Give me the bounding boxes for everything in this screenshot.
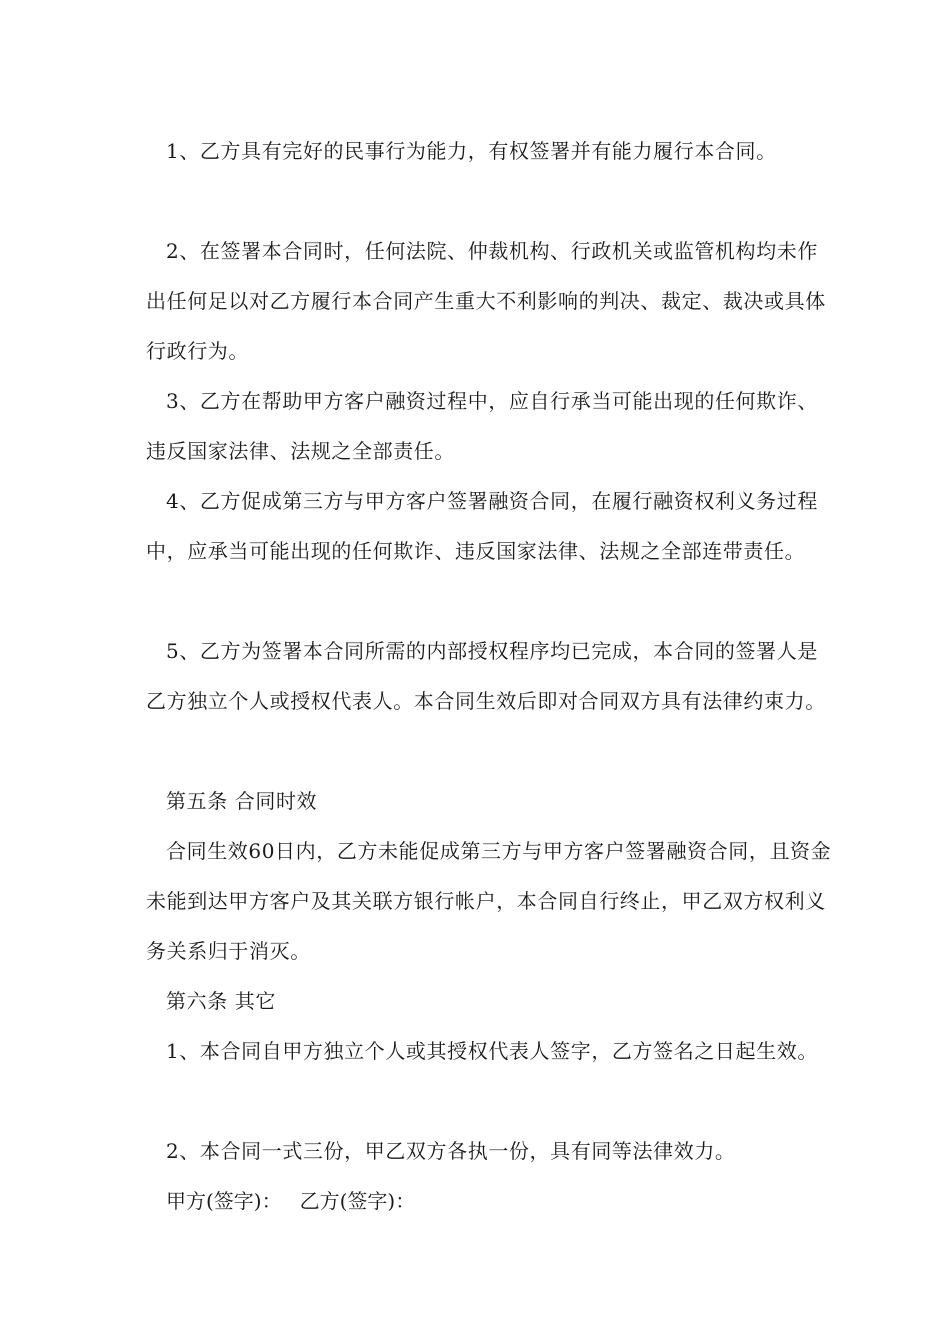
party-b-signature-label: 乙方(签字)： — [299, 1189, 416, 1213]
clause-5-heading: 第五条 合同时效 — [166, 789, 318, 813]
clause-6-item-2: 2、本合同一式三份，甲乙双方各执一份，具有同等法律效力。 — [166, 1139, 736, 1163]
clause-4-item-2: 2、在签署本合同时，任何法院、仲裁机构、行政机关或监管机构均未作出任何足以对乙方履行本合同产生重大不利影响的判决、裁定、裁决或具体行政行为。 — [146, 239, 826, 363]
clause-6-item-1: 1、本合同自甲方独立个人或其授权代表人签字，乙方签名之日起生效。 — [166, 1039, 818, 1063]
clause-4-item-5: 5、乙方为签署本合同所需的内部授权程序均已完成，本合同的签署人是乙方独立个人或授权代表人。本合同生效后即对合同双方具有法律约束力。 — [146, 639, 826, 713]
clause-4-item-4: 4、乙方促成第三方与甲方客户签署融资合同，在履行融资权利义务过程中，应承当可能出现的任何欺诈、违反国家法律、法规之全部连带责任。 — [146, 489, 818, 563]
clause-4-item-3: 3、乙方在帮助甲方客户融资过程中，应自行承当可能出现的任何欺诈、违反国家法律、法规之全部责任。 — [146, 389, 818, 463]
signature-line — [166, 1176, 415, 1226]
clause-4-item-1: 1、乙方具有完好的民事行为能力，有权签署并有能力履行本合同。 — [166, 139, 777, 163]
clause-5-body: 合同生效60日内，乙方未能促成第三方与甲方客户签署融资合同，且资金未能到达甲方客户及其关联方银行帐户，本合同自行终止，甲乙双方权利义务关系归于消灭。 — [146, 839, 832, 963]
clause-6-heading: 第六条 其它 — [166, 989, 276, 1013]
party-a-signature-label: 甲方(签字)： — [166, 1189, 282, 1213]
